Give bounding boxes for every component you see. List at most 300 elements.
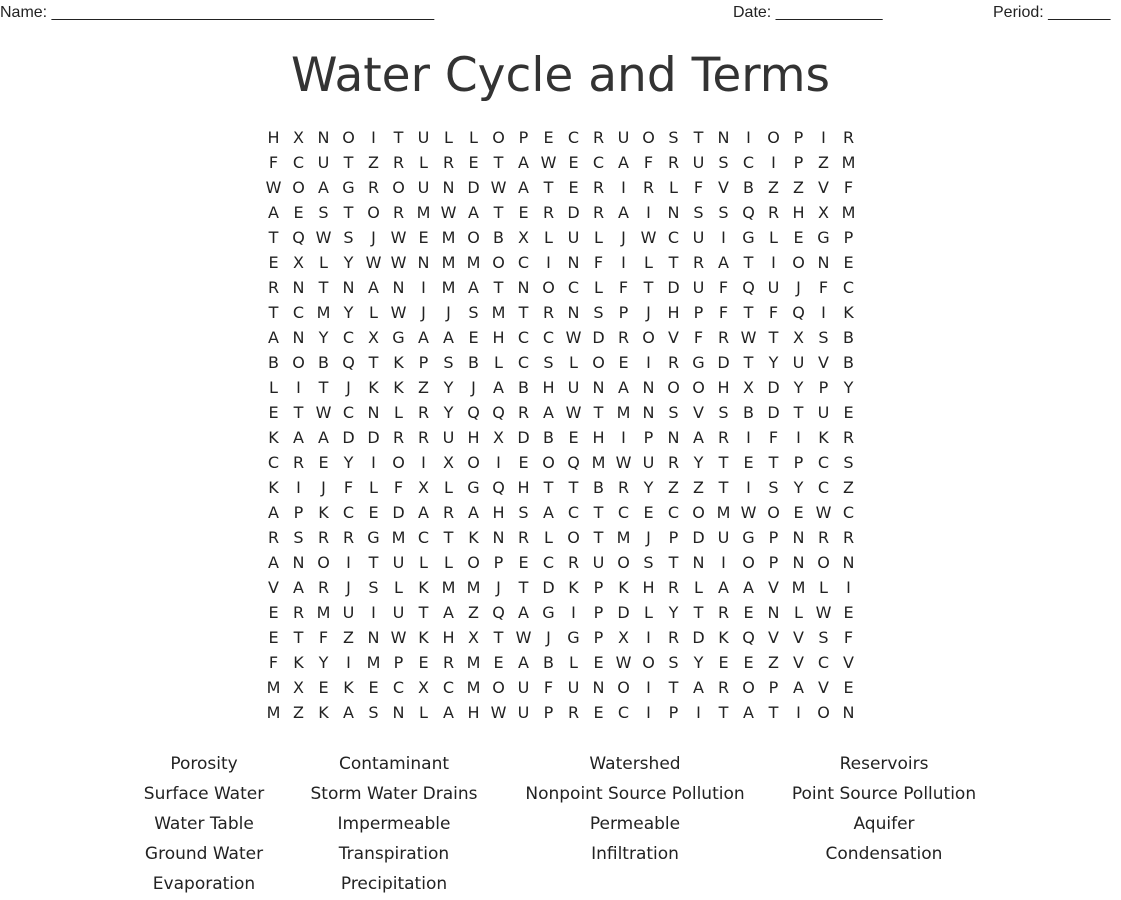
grid-letter[interactable]: A bbox=[793, 678, 804, 697]
grid-letter[interactable]: H bbox=[267, 128, 280, 147]
grid-letter[interactable]: O bbox=[592, 353, 605, 372]
grid-letter[interactable]: A bbox=[268, 503, 279, 522]
grid-letter[interactable]: H bbox=[642, 578, 655, 597]
grid-letter[interactable]: E bbox=[618, 353, 629, 372]
grid-letter[interactable]: L bbox=[444, 128, 453, 147]
grid-letter[interactable]: P bbox=[768, 528, 779, 547]
grid-letter[interactable]: C bbox=[567, 278, 580, 297]
grid-letter[interactable]: Q bbox=[492, 603, 505, 622]
grid-letter[interactable]: T bbox=[543, 478, 554, 497]
grid-letter[interactable]: J bbox=[646, 303, 651, 322]
grid-letter[interactable]: M bbox=[791, 578, 806, 597]
grid-letter[interactable]: T bbox=[668, 253, 679, 272]
grid-letter[interactable]: K bbox=[268, 478, 279, 497]
grid-letter[interactable]: G bbox=[542, 603, 555, 622]
grid-letter[interactable]: P bbox=[668, 528, 679, 547]
grid-letter[interactable]: A bbox=[693, 678, 704, 697]
grid-letter[interactable]: P bbox=[818, 378, 829, 397]
grid-letter[interactable]: R bbox=[442, 503, 455, 522]
grid-letter[interactable]: R bbox=[392, 203, 405, 222]
grid-letter[interactable]: L bbox=[369, 478, 378, 497]
grid-letter[interactable]: N bbox=[817, 253, 830, 272]
grid-letter[interactable]: U bbox=[417, 178, 430, 197]
grid-letter[interactable]: T bbox=[668, 553, 679, 572]
grid-letter[interactable]: U bbox=[417, 128, 430, 147]
grid-letter[interactable]: R bbox=[517, 403, 530, 422]
grid-letter[interactable]: W bbox=[315, 403, 332, 422]
grid-letter[interactable]: N bbox=[367, 628, 380, 647]
grid-letter[interactable]: D bbox=[767, 403, 780, 422]
grid-letter[interactable]: T bbox=[293, 403, 304, 422]
grid-letter[interactable]: I bbox=[646, 628, 651, 647]
grid-letter[interactable]: Z bbox=[818, 153, 829, 172]
grid-letter[interactable]: J bbox=[646, 528, 651, 547]
grid-letter[interactable]: H bbox=[467, 428, 480, 447]
grid-letter[interactable]: P bbox=[418, 353, 429, 372]
grid-letter[interactable]: S bbox=[368, 578, 379, 597]
grid-letter[interactable]: P bbox=[493, 553, 504, 572]
grid-letter[interactable]: R bbox=[667, 578, 680, 597]
grid-letter[interactable]: O bbox=[367, 203, 380, 222]
grid-letter[interactable]: M bbox=[466, 578, 481, 597]
grid-letter[interactable]: C bbox=[542, 328, 555, 347]
grid-letter[interactable]: Y bbox=[793, 478, 804, 497]
grid-letter[interactable]: N bbox=[792, 528, 805, 547]
grid-letter[interactable]: O bbox=[792, 253, 805, 272]
grid-letter[interactable]: F bbox=[718, 303, 729, 322]
grid-letter[interactable]: S bbox=[668, 403, 679, 422]
grid-letter[interactable]: E bbox=[793, 228, 804, 247]
grid-letter[interactable]: R bbox=[267, 528, 280, 547]
grid-letter[interactable]: Y bbox=[318, 653, 329, 672]
grid-letter[interactable]: E bbox=[268, 603, 279, 622]
grid-letter[interactable]: D bbox=[717, 353, 730, 372]
grid-letter[interactable]: E bbox=[843, 678, 854, 697]
grid-letter[interactable]: L bbox=[544, 528, 553, 547]
grid-letter[interactable]: I bbox=[621, 253, 626, 272]
grid-letter[interactable]: N bbox=[292, 278, 305, 297]
grid-letter[interactable]: F bbox=[843, 628, 854, 647]
grid-letter[interactable]: W bbox=[440, 203, 457, 222]
grid-letter[interactable]: F bbox=[768, 428, 779, 447]
grid-letter[interactable]: A bbox=[368, 278, 379, 297]
grid-letter[interactable]: T bbox=[693, 603, 704, 622]
grid-letter[interactable]: C bbox=[417, 528, 430, 547]
grid-letter[interactable]: F bbox=[318, 628, 329, 647]
grid-letter[interactable]: Z bbox=[768, 178, 779, 197]
grid-letter[interactable]: T bbox=[693, 128, 704, 147]
grid-letter[interactable]: E bbox=[518, 453, 529, 472]
grid-letter[interactable]: R bbox=[767, 203, 780, 222]
grid-letter[interactable]: Z bbox=[843, 478, 854, 497]
grid-letter[interactable]: R bbox=[317, 578, 330, 597]
grid-letter[interactable]: L bbox=[769, 228, 778, 247]
grid-letter[interactable]: V bbox=[793, 653, 804, 672]
grid-letter[interactable]: M bbox=[391, 528, 406, 547]
grid-letter[interactable]: F bbox=[618, 278, 629, 297]
grid-letter[interactable]: U bbox=[692, 228, 705, 247]
grid-letter[interactable]: N bbox=[667, 428, 680, 447]
grid-letter[interactable]: F bbox=[643, 153, 654, 172]
grid-letter[interactable]: P bbox=[843, 228, 854, 247]
grid-letter[interactable]: B bbox=[743, 403, 754, 422]
grid-letter[interactable]: H bbox=[492, 328, 505, 347]
grid-letter[interactable]: M bbox=[591, 453, 606, 472]
grid-letter[interactable]: E bbox=[593, 703, 604, 722]
grid-letter[interactable]: X bbox=[368, 328, 379, 347]
grid-letter[interactable]: X bbox=[818, 203, 829, 222]
grid-letter[interactable]: A bbox=[718, 578, 729, 597]
grid-letter[interactable]: D bbox=[517, 428, 530, 447]
grid-letter[interactable]: Q bbox=[342, 353, 355, 372]
grid-letter[interactable]: U bbox=[717, 528, 730, 547]
grid-letter[interactable]: S bbox=[368, 703, 379, 722]
grid-letter[interactable]: J bbox=[321, 478, 326, 497]
grid-letter[interactable]: E bbox=[743, 453, 754, 472]
grid-letter[interactable]: I bbox=[621, 428, 626, 447]
grid-letter[interactable]: W bbox=[615, 453, 632, 472]
grid-letter[interactable]: W bbox=[265, 178, 282, 197]
grid-letter[interactable]: I bbox=[746, 128, 751, 147]
grid-letter[interactable]: I bbox=[621, 178, 626, 197]
grid-letter[interactable]: C bbox=[342, 503, 355, 522]
grid-letter[interactable]: I bbox=[571, 603, 576, 622]
grid-letter[interactable]: O bbox=[767, 503, 780, 522]
grid-letter[interactable]: Y bbox=[343, 253, 354, 272]
grid-letter[interactable]: T bbox=[568, 478, 579, 497]
grid-letter[interactable]: K bbox=[843, 303, 854, 322]
grid-letter[interactable]: R bbox=[442, 653, 455, 672]
grid-letter[interactable]: K bbox=[268, 428, 279, 447]
grid-letter[interactable]: N bbox=[292, 328, 305, 347]
grid-letter[interactable]: X bbox=[493, 428, 504, 447]
grid-letter[interactable]: K bbox=[568, 578, 579, 597]
grid-letter[interactable]: Q bbox=[742, 278, 755, 297]
grid-letter[interactable]: N bbox=[392, 278, 405, 297]
grid-letter[interactable]: V bbox=[668, 328, 679, 347]
grid-letter[interactable]: S bbox=[718, 153, 729, 172]
grid-letter[interactable]: U bbox=[442, 428, 455, 447]
grid-letter[interactable]: H bbox=[592, 428, 605, 447]
grid-letter[interactable]: A bbox=[618, 203, 629, 222]
grid-letter[interactable]: K bbox=[718, 628, 729, 647]
grid-letter[interactable]: B bbox=[593, 478, 604, 497]
grid-letter[interactable]: T bbox=[793, 403, 804, 422]
grid-letter[interactable]: Q bbox=[492, 478, 505, 497]
grid-letter[interactable]: A bbox=[343, 703, 354, 722]
grid-letter[interactable]: O bbox=[617, 553, 630, 572]
grid-letter[interactable]: S bbox=[668, 653, 679, 672]
grid-letter[interactable]: U bbox=[567, 378, 580, 397]
grid-letter[interactable]: L bbox=[319, 253, 328, 272]
grid-letter[interactable]: E bbox=[543, 128, 554, 147]
grid-letter[interactable]: N bbox=[592, 378, 605, 397]
grid-letter[interactable]: A bbox=[618, 378, 629, 397]
grid-letter[interactable]: S bbox=[818, 328, 829, 347]
grid-letter[interactable]: A bbox=[693, 428, 704, 447]
grid-letter[interactable]: T bbox=[668, 678, 679, 697]
grid-letter[interactable]: M bbox=[841, 153, 856, 172]
grid-letter[interactable]: L bbox=[794, 603, 803, 622]
grid-letter[interactable]: T bbox=[393, 128, 404, 147]
grid-letter[interactable]: A bbox=[468, 503, 479, 522]
grid-letter[interactable]: G bbox=[392, 328, 405, 347]
grid-letter[interactable]: R bbox=[617, 328, 630, 347]
grid-letter[interactable]: D bbox=[617, 603, 630, 622]
grid-letter[interactable]: A bbox=[543, 503, 554, 522]
grid-letter[interactable]: J bbox=[371, 228, 376, 247]
grid-letter[interactable]: M bbox=[466, 653, 481, 672]
grid-letter[interactable]: M bbox=[416, 203, 431, 222]
grid-letter[interactable]: C bbox=[617, 703, 630, 722]
grid-letter[interactable]: D bbox=[567, 203, 580, 222]
grid-letter[interactable]: M bbox=[441, 228, 456, 247]
grid-letter[interactable]: D bbox=[467, 178, 480, 197]
grid-letter[interactable]: F bbox=[693, 178, 704, 197]
grid-letter[interactable]: T bbox=[368, 353, 379, 372]
grid-letter[interactable]: T bbox=[443, 528, 454, 547]
grid-letter[interactable]: B bbox=[543, 428, 554, 447]
grid-letter[interactable]: B bbox=[468, 353, 479, 372]
grid-letter[interactable]: F bbox=[268, 653, 279, 672]
grid-letter[interactable]: R bbox=[417, 403, 430, 422]
grid-letter[interactable]: A bbox=[718, 253, 729, 272]
grid-letter[interactable]: A bbox=[518, 653, 529, 672]
grid-letter[interactable]: N bbox=[692, 553, 705, 572]
grid-letter[interactable]: W bbox=[740, 328, 757, 347]
grid-letter[interactable]: R bbox=[392, 428, 405, 447]
grid-letter[interactable]: U bbox=[792, 353, 805, 372]
grid-letter[interactable]: S bbox=[443, 353, 454, 372]
grid-letter[interactable]: F bbox=[393, 478, 404, 497]
grid-letter[interactable]: R bbox=[692, 253, 705, 272]
grid-letter[interactable]: A bbox=[518, 603, 529, 622]
grid-letter[interactable]: X bbox=[293, 678, 304, 697]
grid-letter[interactable]: O bbox=[817, 553, 830, 572]
grid-letter[interactable]: E bbox=[518, 553, 529, 572]
grid-letter[interactable]: X bbox=[443, 453, 454, 472]
grid-letter[interactable]: M bbox=[441, 278, 456, 297]
grid-letter[interactable]: H bbox=[792, 203, 805, 222]
grid-letter[interactable]: N bbox=[392, 703, 405, 722]
grid-letter[interactable]: T bbox=[493, 153, 504, 172]
grid-letter[interactable]: R bbox=[717, 603, 730, 622]
grid-letter[interactable]: B bbox=[843, 353, 854, 372]
grid-letter[interactable]: E bbox=[793, 503, 804, 522]
grid-letter[interactable]: W bbox=[515, 628, 532, 647]
grid-letter[interactable]: A bbox=[268, 553, 279, 572]
grid-letter[interactable]: M bbox=[491, 303, 506, 322]
grid-letter[interactable]: L bbox=[544, 228, 553, 247]
grid-letter[interactable]: Z bbox=[343, 628, 354, 647]
grid-letter[interactable]: R bbox=[542, 303, 555, 322]
grid-letter[interactable]: Z bbox=[368, 153, 379, 172]
grid-letter[interactable]: Z bbox=[693, 478, 704, 497]
grid-letter[interactable]: T bbox=[318, 278, 329, 297]
grid-letter[interactable]: L bbox=[394, 578, 403, 597]
grid-letter[interactable]: G bbox=[567, 628, 580, 647]
grid-letter[interactable]: W bbox=[640, 228, 657, 247]
grid-letter[interactable]: L bbox=[694, 578, 703, 597]
grid-letter[interactable]: H bbox=[667, 303, 680, 322]
grid-letter[interactable]: R bbox=[717, 328, 730, 347]
grid-letter[interactable]: N bbox=[717, 128, 730, 147]
grid-letter[interactable]: S bbox=[543, 353, 554, 372]
grid-letter[interactable]: I bbox=[721, 553, 726, 572]
grid-letter[interactable]: J bbox=[421, 303, 426, 322]
grid-letter[interactable]: R bbox=[542, 203, 555, 222]
grid-letter[interactable]: T bbox=[268, 303, 279, 322]
grid-letter[interactable]: D bbox=[367, 428, 380, 447]
grid-letter[interactable]: I bbox=[646, 353, 651, 372]
grid-letter[interactable]: O bbox=[742, 553, 755, 572]
grid-letter[interactable]: U bbox=[692, 278, 705, 297]
grid-letter[interactable]: C bbox=[517, 328, 530, 347]
grid-letter[interactable]: Y bbox=[693, 653, 704, 672]
grid-letter[interactable]: O bbox=[467, 453, 480, 472]
grid-letter[interactable]: P bbox=[768, 553, 779, 572]
grid-letter[interactable]: I bbox=[821, 128, 826, 147]
grid-letter[interactable]: P bbox=[618, 303, 629, 322]
grid-letter[interactable]: W bbox=[390, 628, 407, 647]
grid-letter[interactable]: T bbox=[718, 453, 729, 472]
grid-letter[interactable]: A bbox=[743, 703, 754, 722]
grid-letter[interactable]: I bbox=[646, 703, 651, 722]
grid-letter[interactable]: R bbox=[667, 153, 680, 172]
grid-letter[interactable]: T bbox=[518, 303, 529, 322]
grid-letter[interactable]: T bbox=[743, 303, 754, 322]
grid-letter[interactable]: I bbox=[371, 453, 376, 472]
grid-letter[interactable]: U bbox=[642, 453, 655, 472]
grid-letter[interactable]: V bbox=[768, 628, 779, 647]
grid-letter[interactable]: U bbox=[392, 553, 405, 572]
grid-letter[interactable]: Y bbox=[443, 378, 454, 397]
grid-letter[interactable]: L bbox=[444, 553, 453, 572]
grid-letter[interactable]: I bbox=[846, 578, 851, 597]
grid-letter[interactable]: I bbox=[771, 253, 776, 272]
grid-letter[interactable]: M bbox=[316, 303, 331, 322]
grid-letter[interactable]: W bbox=[565, 328, 582, 347]
grid-letter[interactable]: C bbox=[567, 128, 580, 147]
grid-letter[interactable]: R bbox=[842, 428, 855, 447]
grid-letter[interactable]: W bbox=[490, 703, 507, 722]
grid-letter[interactable]: J bbox=[346, 378, 351, 397]
grid-letter[interactable]: P bbox=[593, 603, 604, 622]
grid-letter[interactable]: R bbox=[617, 478, 630, 497]
grid-letter[interactable]: N bbox=[517, 278, 530, 297]
grid-letter[interactable]: E bbox=[318, 678, 329, 697]
grid-letter[interactable]: E bbox=[493, 653, 504, 672]
grid-letter[interactable]: M bbox=[266, 678, 281, 697]
grid-letter[interactable]: K bbox=[393, 353, 404, 372]
grid-letter[interactable]: K bbox=[343, 678, 354, 697]
grid-letter[interactable]: E bbox=[743, 653, 754, 672]
grid-letter[interactable]: V bbox=[268, 578, 279, 597]
grid-letter[interactable]: E bbox=[843, 403, 854, 422]
grid-letter[interactable]: X bbox=[293, 128, 304, 147]
grid-letter[interactable]: C bbox=[292, 303, 305, 322]
grid-letter[interactable]: L bbox=[419, 703, 428, 722]
grid-letter[interactable]: R bbox=[442, 153, 455, 172]
grid-letter[interactable]: R bbox=[392, 153, 405, 172]
grid-letter[interactable]: E bbox=[718, 653, 729, 672]
grid-letter[interactable]: Z bbox=[793, 178, 804, 197]
grid-letter[interactable]: F bbox=[268, 153, 279, 172]
grid-letter[interactable]: A bbox=[318, 178, 329, 197]
grid-letter[interactable]: L bbox=[569, 653, 578, 672]
grid-letter[interactable]: R bbox=[567, 703, 580, 722]
grid-letter[interactable]: Z bbox=[668, 478, 679, 497]
grid-letter[interactable]: K bbox=[368, 378, 379, 397]
grid-letter[interactable]: C bbox=[517, 353, 530, 372]
grid-letter[interactable]: I bbox=[546, 253, 551, 272]
grid-letter[interactable]: T bbox=[768, 328, 779, 347]
grid-letter[interactable]: B bbox=[743, 178, 754, 197]
grid-letter[interactable]: O bbox=[642, 653, 655, 672]
grid-letter[interactable]: R bbox=[367, 178, 380, 197]
grid-letter[interactable]: R bbox=[592, 128, 605, 147]
grid-letter[interactable]: C bbox=[617, 503, 630, 522]
grid-letter[interactable]: N bbox=[367, 403, 380, 422]
grid-letter[interactable]: C bbox=[292, 153, 305, 172]
grid-letter[interactable]: S bbox=[843, 453, 854, 472]
grid-letter[interactable]: E bbox=[568, 428, 579, 447]
grid-letter[interactable]: N bbox=[842, 553, 855, 572]
grid-letter[interactable]: Z bbox=[418, 378, 429, 397]
grid-letter[interactable]: C bbox=[392, 678, 405, 697]
date-field[interactable]: Date: ____________ bbox=[733, 4, 883, 21]
grid-letter[interactable]: Z bbox=[468, 603, 479, 622]
grid-letter[interactable]: B bbox=[843, 328, 854, 347]
grid-letter[interactable]: R bbox=[717, 428, 730, 447]
grid-letter[interactable]: C bbox=[742, 153, 755, 172]
grid-letter[interactable]: M bbox=[841, 203, 856, 222]
grid-letter[interactable]: A bbox=[268, 203, 279, 222]
grid-letter[interactable]: A bbox=[468, 203, 479, 222]
grid-letter[interactable]: H bbox=[717, 378, 730, 397]
grid-letter[interactable]: V bbox=[818, 178, 829, 197]
grid-letter[interactable]: I bbox=[346, 653, 351, 672]
grid-letter[interactable]: K bbox=[818, 428, 829, 447]
grid-letter[interactable]: A bbox=[468, 278, 479, 297]
grid-letter[interactable]: J bbox=[796, 278, 801, 297]
grid-letter[interactable]: O bbox=[642, 128, 655, 147]
grid-letter[interactable]: T bbox=[293, 628, 304, 647]
grid-letter[interactable]: E bbox=[843, 253, 854, 272]
grid-letter[interactable]: L bbox=[419, 153, 428, 172]
grid-letter[interactable]: T bbox=[418, 603, 429, 622]
grid-letter[interactable]: X bbox=[418, 678, 429, 697]
grid-letter[interactable]: M bbox=[366, 653, 381, 672]
grid-letter[interactable]: B bbox=[318, 353, 329, 372]
grid-letter[interactable]: A bbox=[493, 378, 504, 397]
grid-letter[interactable]: L bbox=[669, 178, 678, 197]
grid-letter[interactable]: G bbox=[467, 478, 480, 497]
grid-letter[interactable]: I bbox=[796, 703, 801, 722]
grid-letter[interactable]: U bbox=[517, 703, 530, 722]
grid-letter[interactable]: N bbox=[317, 128, 330, 147]
grid-letter[interactable]: Q bbox=[792, 303, 805, 322]
grid-letter[interactable]: O bbox=[767, 128, 780, 147]
grid-letter[interactable]: L bbox=[819, 578, 828, 597]
grid-letter[interactable]: I bbox=[371, 128, 376, 147]
grid-letter[interactable]: W bbox=[815, 603, 832, 622]
grid-letter[interactable]: O bbox=[817, 703, 830, 722]
grid-letter[interactable]: J bbox=[496, 578, 501, 597]
grid-letter[interactable]: N bbox=[342, 278, 355, 297]
grid-letter[interactable]: X bbox=[793, 328, 804, 347]
grid-letter[interactable]: I bbox=[646, 678, 651, 697]
